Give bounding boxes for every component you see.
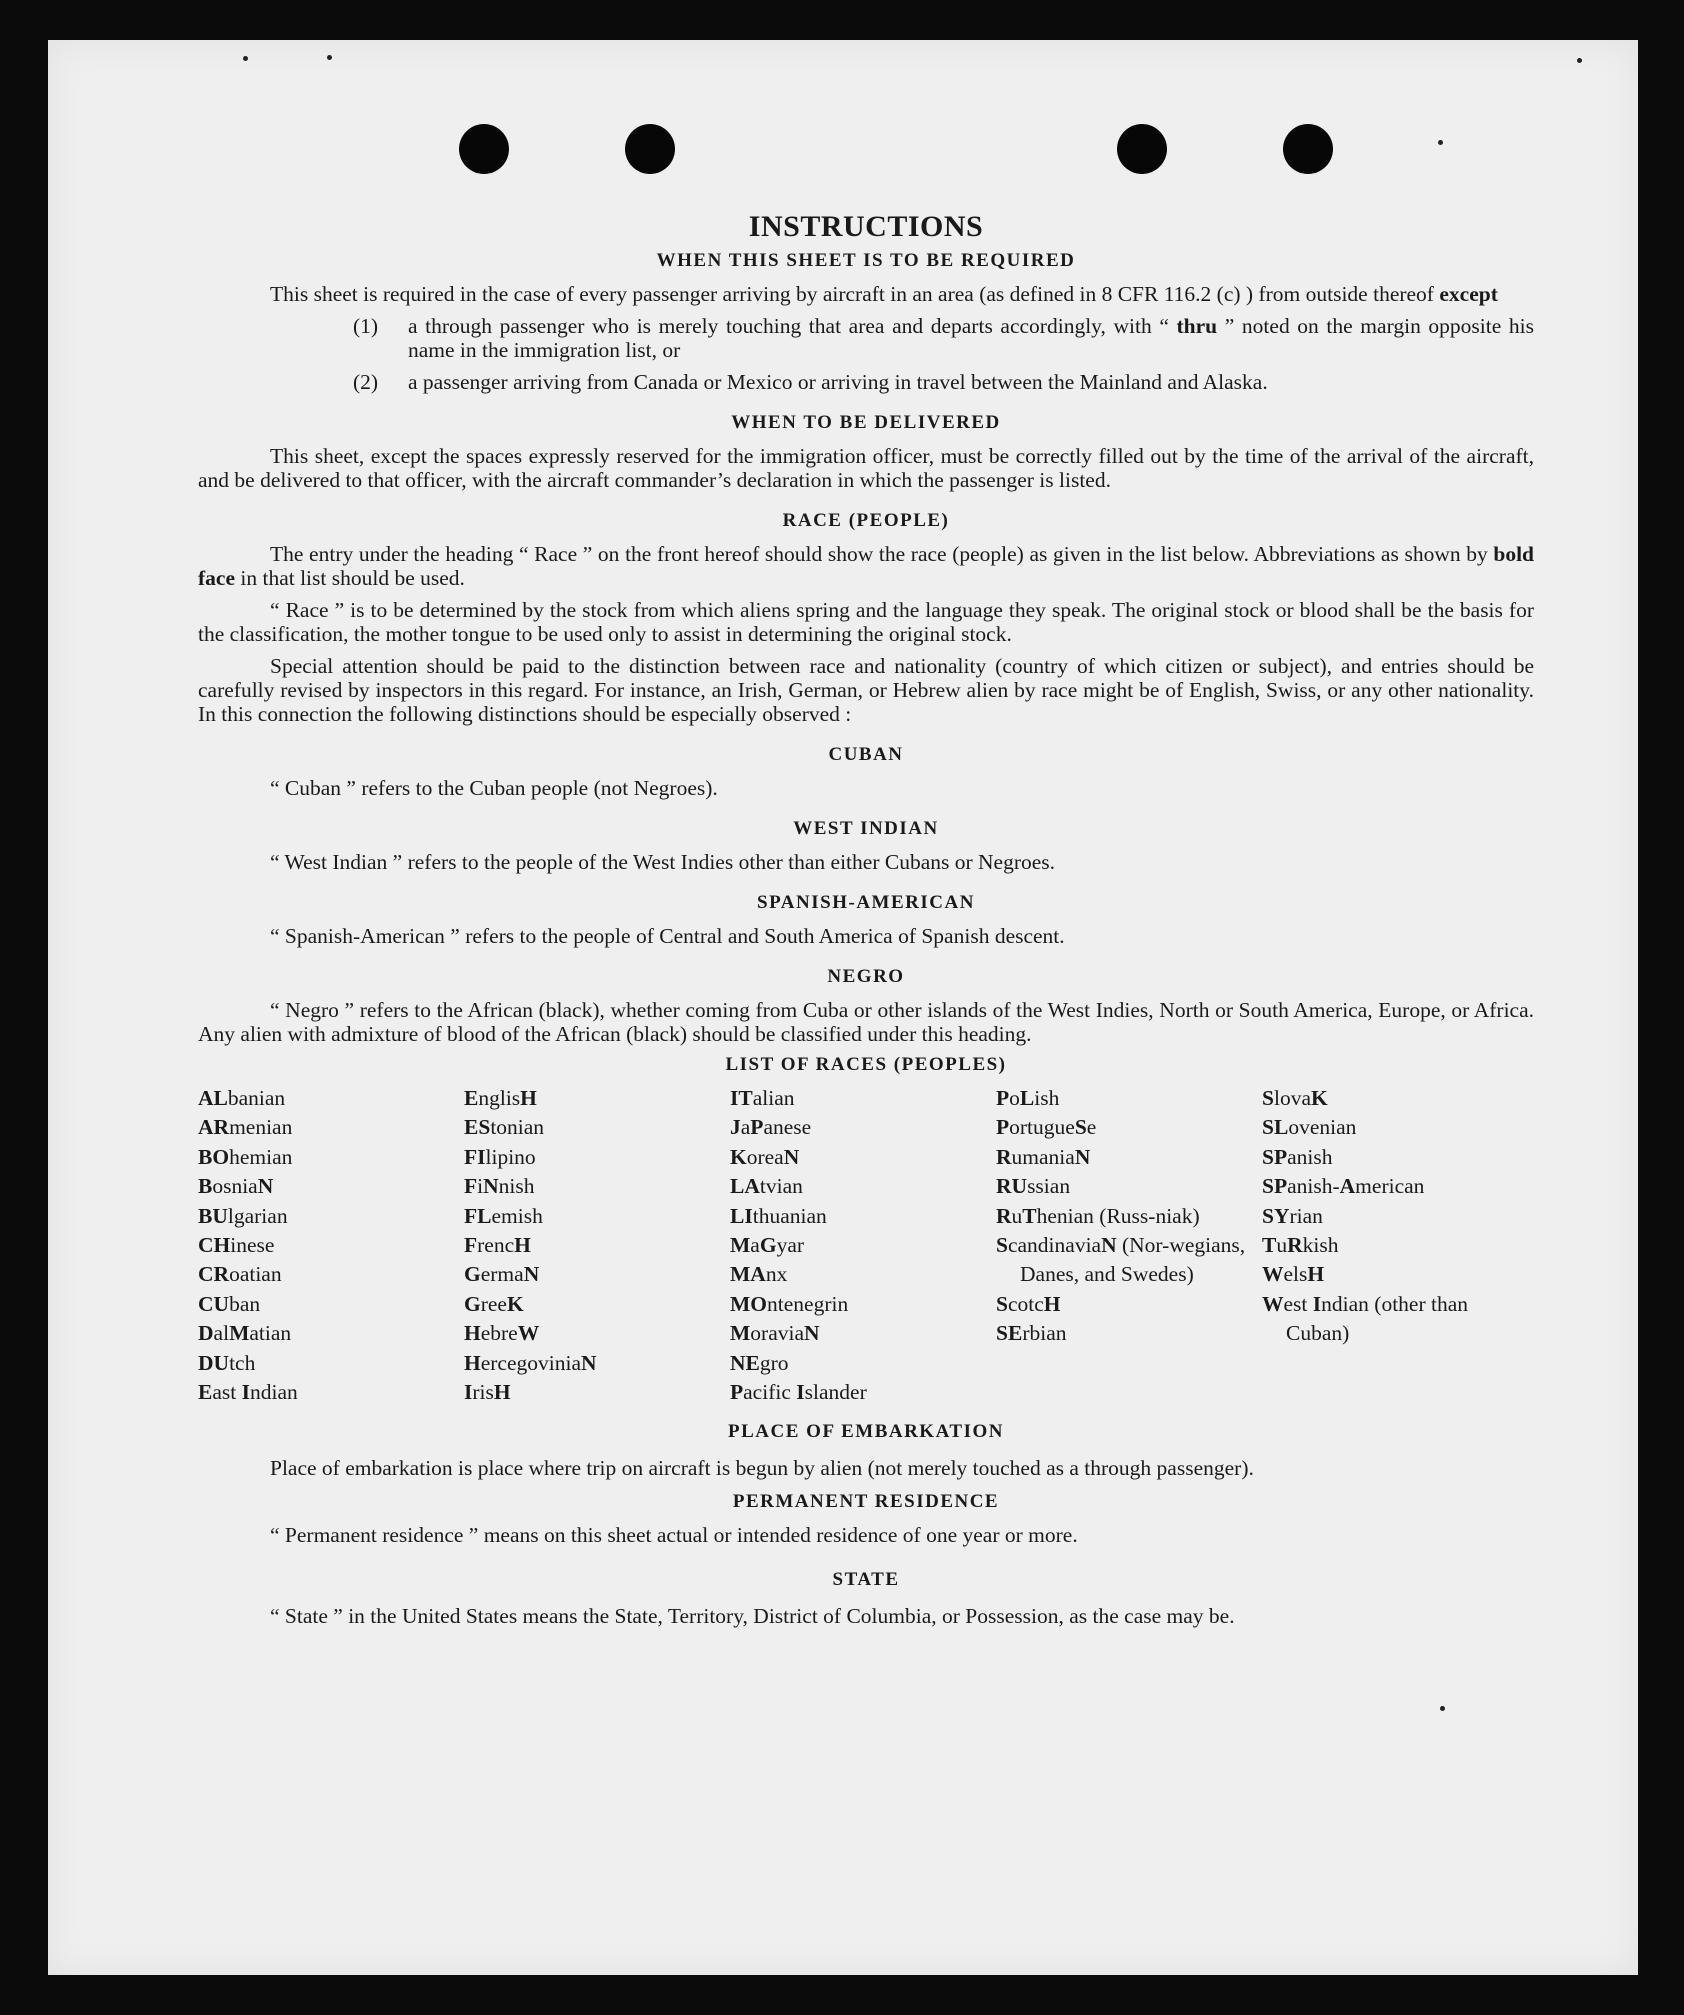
speck (327, 55, 332, 60)
race-column (1262, 1084, 1528, 1407)
paragraph-negro: “ Negro ” refers to the African (black), whether coming from Cuba or other islands of the West Indies, North or South America, Europe, or Africa. Any alien with admixture of blood of the African (black) should be classified under this heading. (198, 998, 1534, 1046)
race-entry: ScandinaviaN (Nor-wegians, Danes, and Swedes) (996, 1233, 1246, 1287)
race-entry: SPanish (1262, 1144, 1333, 1169)
race-entry: JaPanese (730, 1115, 812, 1140)
race-list (198, 1084, 1534, 1407)
section-heading-list: LIST OF RACES (PEOPLES) (725, 1054, 1007, 1075)
race-entry: SErbian (996, 1321, 1067, 1346)
section-heading-west-indian: WEST INDIAN (793, 818, 939, 839)
bold-text: bold face (198, 542, 1535, 590)
section-heading-cuban: CUBAN (828, 744, 904, 765)
race-entry: FiNnish (464, 1174, 535, 1199)
race-entry: FrencH (464, 1233, 531, 1258)
race-entry: DUtch (198, 1350, 256, 1375)
race-entry: West Indian (other than Cuban) (1262, 1291, 1469, 1346)
document-body (198, 210, 1534, 1639)
race-entry: EnglisH (464, 1086, 537, 1110)
race-entry: FIlipino (464, 1144, 536, 1169)
text: ” noted on the margin opposite his name in the immigration list, or (408, 314, 1534, 362)
race-entry: HebreW (464, 1321, 540, 1346)
paragraph-embarkation: Place of embarkation is place where trip on aircraft is begun by alien (not merely touched as a through passenger). (270, 1456, 1254, 1481)
race-entry: RUssian (996, 1174, 1071, 1199)
paragraph-spanish-american: “ Spanish-American ” refers to the people of Central and South America of Spanish descent. (270, 924, 1065, 948)
speck (1577, 58, 1582, 63)
race-entry: BUlgarian (198, 1203, 288, 1228)
race-entry: ITalian (730, 1086, 795, 1110)
item-text (408, 314, 1534, 362)
punch-hole (1117, 124, 1167, 174)
race-column (996, 1084, 1262, 1407)
race-entry: KoreaN (730, 1144, 800, 1169)
race-entry: CHinese (198, 1233, 275, 1258)
race-entry: SLovenian (1262, 1115, 1357, 1140)
paragraph-race-1 (198, 542, 1534, 590)
race-entry: SPanish-American (1262, 1174, 1425, 1199)
speck (243, 56, 248, 61)
section-heading-required: WHEN THIS SHEET IS TO BE REQUIRED (656, 250, 1076, 271)
speck (1440, 1706, 1445, 1711)
item-number: (1) (353, 314, 379, 338)
paragraph-race-2: “ Race ” is to be determined by the stock from which aliens spring and the language they speak. The original stock or blood shall be the basis for the classification, the mother tongue to be used only to assist in determining the original stock. (198, 598, 1534, 646)
punch-hole (459, 124, 509, 174)
race-entry: FLemish (464, 1203, 543, 1228)
race-entry: WelsH (1262, 1262, 1325, 1287)
bold-text: except (1439, 282, 1498, 306)
race-entry: DalMatian (198, 1321, 292, 1346)
race-column (730, 1084, 996, 1407)
list-item (198, 370, 1534, 394)
race-column (198, 1084, 464, 1407)
race-entry: MaGyar (730, 1233, 805, 1258)
race-column (464, 1084, 730, 1407)
paragraph-cuban: “ Cuban ” refers to the Cuban people (not Negroes). (270, 776, 718, 800)
race-entry: MoraviaN (730, 1321, 820, 1346)
document-page (48, 40, 1638, 1975)
text: The entry under the heading “ Race ” on the front hereof should show the race (people) as given in the list below. Abbreviations as shown by (270, 542, 1488, 566)
text: a through passenger who is merely touching that area and departs accordingly, with “ (408, 314, 1169, 338)
race-entry: BOhemian (198, 1144, 293, 1169)
race-entry: NEgro (730, 1350, 789, 1375)
race-entry: PoLish (996, 1086, 1060, 1110)
paragraph-required (198, 282, 1534, 306)
race-entry: LAtvian (730, 1174, 803, 1199)
bold-text: thru (1176, 314, 1218, 338)
section-heading-spanish-american: SPANISH-AMERICAN (757, 892, 975, 913)
speck (1438, 140, 1443, 145)
paragraph-delivered: This sheet, except the spaces expressly reserved for the immigration officer, must be correctly filled out by the time of the arrival of the aircraft, and be delivered to that officer, with the aircraft commander’s declaration in which the passenger is listed. (198, 444, 1534, 492)
section-heading-negro: NEGRO (827, 966, 905, 987)
paragraph-residence: “ Permanent residence ” means on this sheet actual or intended residence of one year or more. (270, 1523, 1078, 1548)
race-entry: ARmenian (198, 1115, 293, 1140)
race-entry: MOntenegrin (730, 1291, 849, 1316)
punch-hole (1283, 124, 1333, 174)
text: This sheet is required in the case of every passenger arriving by aircraft in an area (as defined in 8 CFR 116.2 (c) ) from outside thereof (270, 282, 1434, 306)
section-heading-state: STATE (832, 1569, 900, 1591)
race-entry: SlovaK (1262, 1086, 1328, 1110)
race-entry: IrisH (464, 1380, 511, 1405)
section-heading-race: RACE (PEOPLE) (782, 510, 950, 531)
race-entry: CRoatian (198, 1262, 282, 1287)
race-entry: RumaniaN (996, 1144, 1091, 1169)
race-entry: GreeK (464, 1291, 524, 1316)
race-entry: SYrian (1262, 1203, 1323, 1228)
race-entry: TuRkish (1262, 1233, 1339, 1258)
list-item (198, 314, 1534, 362)
race-entry: ALbanian (198, 1086, 286, 1110)
race-entry: PortugueSe (996, 1115, 1097, 1140)
page-title: INSTRUCTIONS (748, 210, 984, 243)
paragraph-west-indian: “ West Indian ” refers to the people of the West Indies other than either Cubans or Negroes. (270, 850, 1056, 874)
race-entry: Pacific Islander (730, 1380, 867, 1405)
race-entry: MAnx (730, 1262, 788, 1287)
paragraph-state: “ State ” in the United States means the State, Territory, District of Columbia, or Possession, as the case may be. (270, 1604, 1235, 1629)
race-entry: CUban (198, 1291, 261, 1316)
paragraph-race-3: Special attention should be paid to the distinction between race and nationality (country of which citizen or subject), and entries should be carefully revised by inspectors in this regard. For instance, an Irish, German, or Hebrew alien by race might be of English, Swiss, or any other nationality. In this connection the following distinctions should be especially observed : (198, 654, 1534, 726)
race-entry: RuThenian (Russ-niak) (996, 1203, 1200, 1228)
race-entry: BosniaN (198, 1174, 274, 1199)
punch-hole (625, 124, 675, 174)
race-entry: East Indian (198, 1380, 298, 1405)
text: in that list should be used. (240, 566, 465, 590)
race-entry: LIthuanian (730, 1203, 827, 1228)
section-heading-delivered: WHEN TO BE DELIVERED (731, 412, 1001, 433)
item-text: a passenger arriving from Canada or Mexico or arriving in travel between the Mainland and Alaska. (408, 370, 1268, 394)
race-entry: HercegoviniaN (464, 1350, 597, 1375)
section-heading-embarkation: PLACE OF EMBARKATION (728, 1421, 1004, 1443)
race-entry: ScotcH (996, 1291, 1061, 1316)
race-entry: GermaN (464, 1262, 540, 1287)
item-number: (2) (353, 370, 379, 394)
section-heading-residence: PERMANENT RESIDENCE (732, 1491, 1000, 1513)
race-entry: EStonian (464, 1115, 545, 1140)
